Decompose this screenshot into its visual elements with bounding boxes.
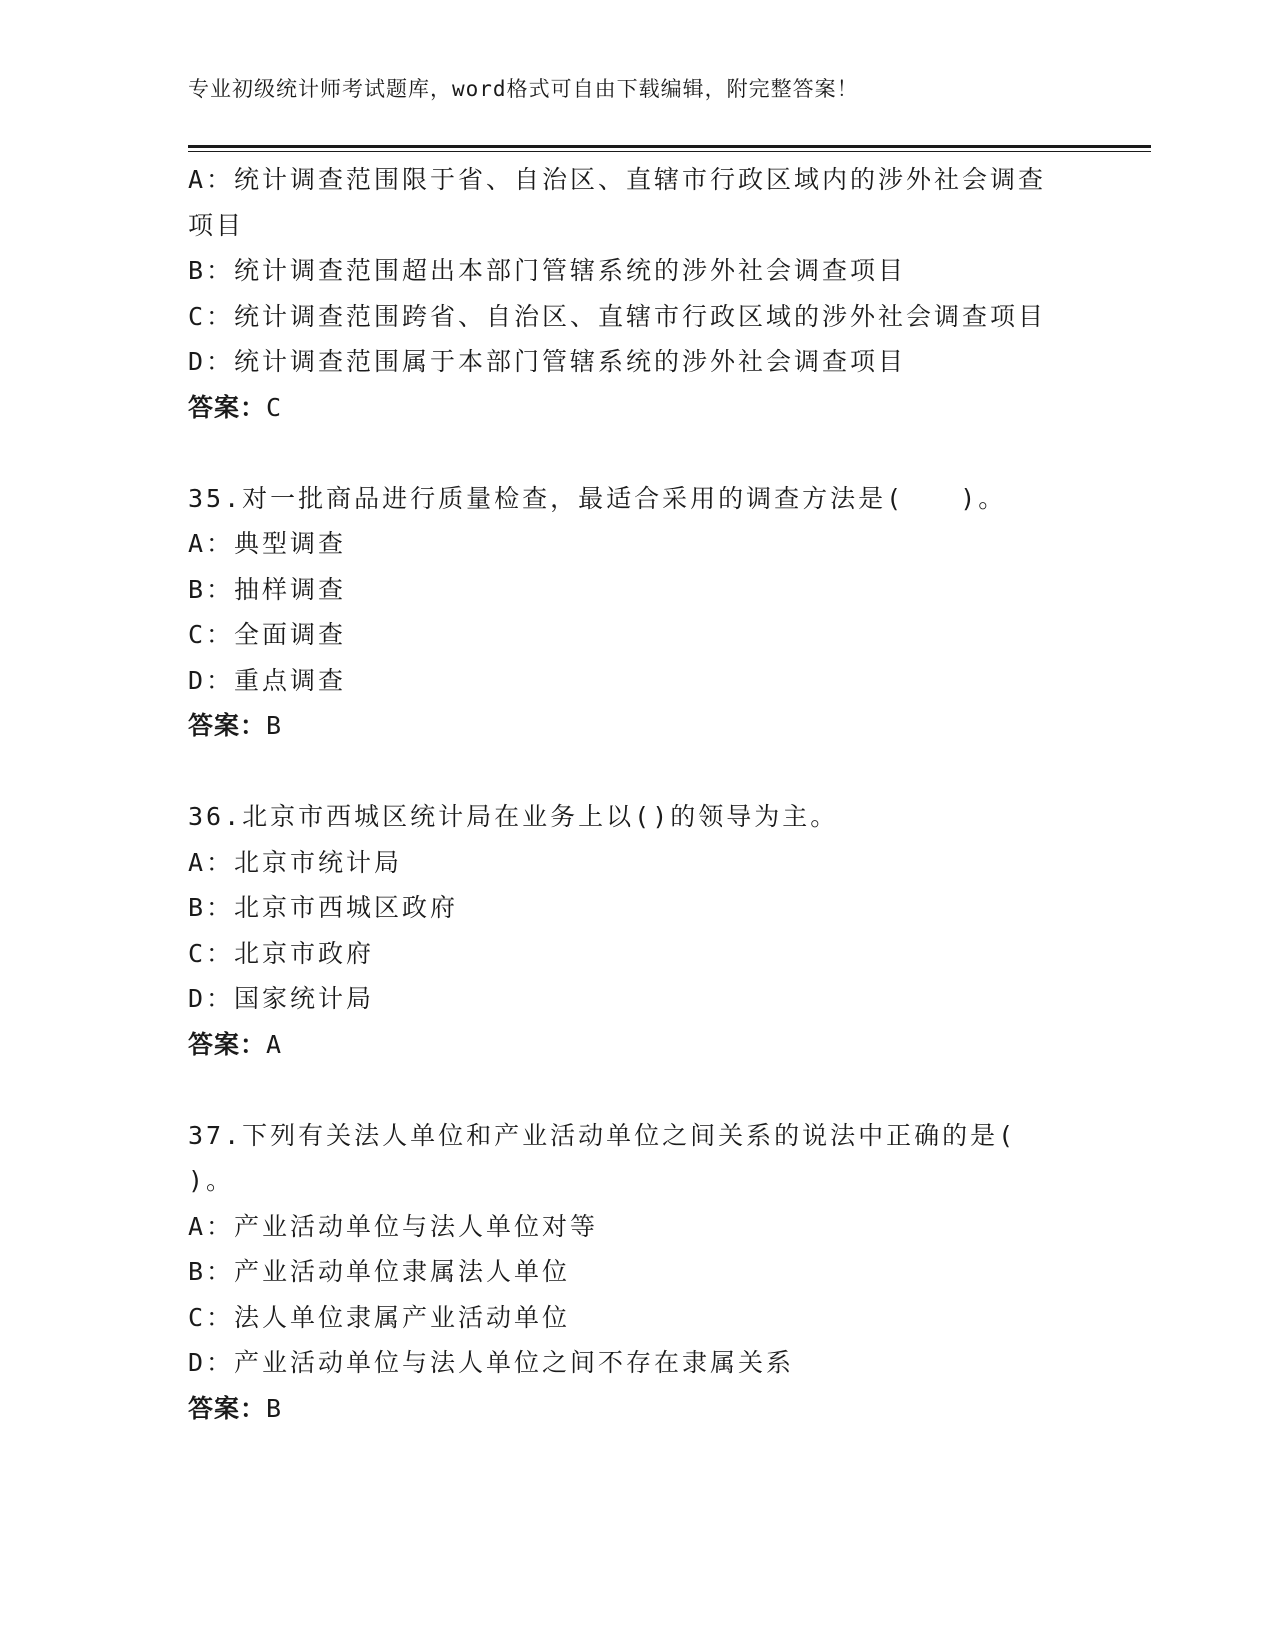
option-b: B：产业活动单位隶属法人单位 — [188, 1257, 571, 1286]
answer-label: 答案： — [188, 711, 267, 740]
question-list — [188, 157, 1088, 1431]
option-b: B：抽样调查 — [188, 574, 347, 604]
page-header: 专业初级统计师考试题库，word格式可自由下载编辑，附完整答案！ — [188, 77, 859, 101]
answer-label: 答案： — [188, 1029, 267, 1059]
question-34 — [188, 157, 1088, 430]
option-a: A：北京市统计局 — [188, 847, 403, 877]
option-b: B：统计调查范围超出本部门管辖系统的涉外社会调查项目 — [188, 256, 907, 285]
answer-line — [188, 703, 1088, 749]
answer-line — [188, 1386, 1088, 1432]
answer-line — [188, 385, 1088, 431]
option-a: A：产业活动单位与法人单位对等 — [188, 1211, 599, 1241]
question-37 — [188, 1113, 1088, 1432]
answer-value: A — [266, 1029, 283, 1059]
question-36 — [188, 794, 1088, 1067]
question-text: 37.下列有关法人单位和产业活动单位之间关系的说法中正确的是( — [188, 1120, 1017, 1150]
answer-label: 答案： — [188, 392, 267, 422]
answer-value: B — [266, 1393, 283, 1423]
answer-value: B — [266, 711, 283, 740]
option-a-continued: 项目 — [188, 210, 245, 240]
option-a: A：统计调查范围限于省、自治区、直辖市行政区域内的涉外社会调查 — [188, 165, 1047, 194]
option-c: C：北京市政府 — [188, 938, 375, 968]
option-c: C：全面调查 — [188, 620, 347, 649]
answer-line — [188, 1022, 1088, 1068]
option-a: A：典型调查 — [188, 529, 347, 558]
option-b: B：北京市西城区政府 — [188, 893, 459, 922]
question-text: 36.北京市西城区统计局在业务上以()的领导为主。 — [188, 802, 839, 831]
option-d: D：国家统计局 — [188, 984, 375, 1013]
option-c: C：统计调查范围跨省、自治区、直辖市行政区域的涉外社会调查项目 — [188, 301, 1047, 331]
question-35 — [188, 476, 1088, 749]
option-d: D：产业活动单位与法人单位之间不存在隶属关系 — [188, 1348, 795, 1377]
question-text-continued: )。 — [188, 1166, 235, 1195]
answer-value: C — [266, 392, 283, 422]
option-c: C：法人单位隶属产业活动单位 — [188, 1302, 571, 1332]
answer-label: 答案： — [188, 1393, 267, 1423]
option-d: D：统计调查范围属于本部门管辖系统的涉外社会调查项目 — [188, 347, 907, 376]
header-rule-thin — [188, 151, 1151, 152]
question-text: 35.对一批商品进行质量检查，最适合采用的调查方法是( )。 — [188, 483, 1007, 513]
option-d: D：重点调查 — [188, 665, 347, 695]
header-rule-thick — [188, 145, 1151, 148]
